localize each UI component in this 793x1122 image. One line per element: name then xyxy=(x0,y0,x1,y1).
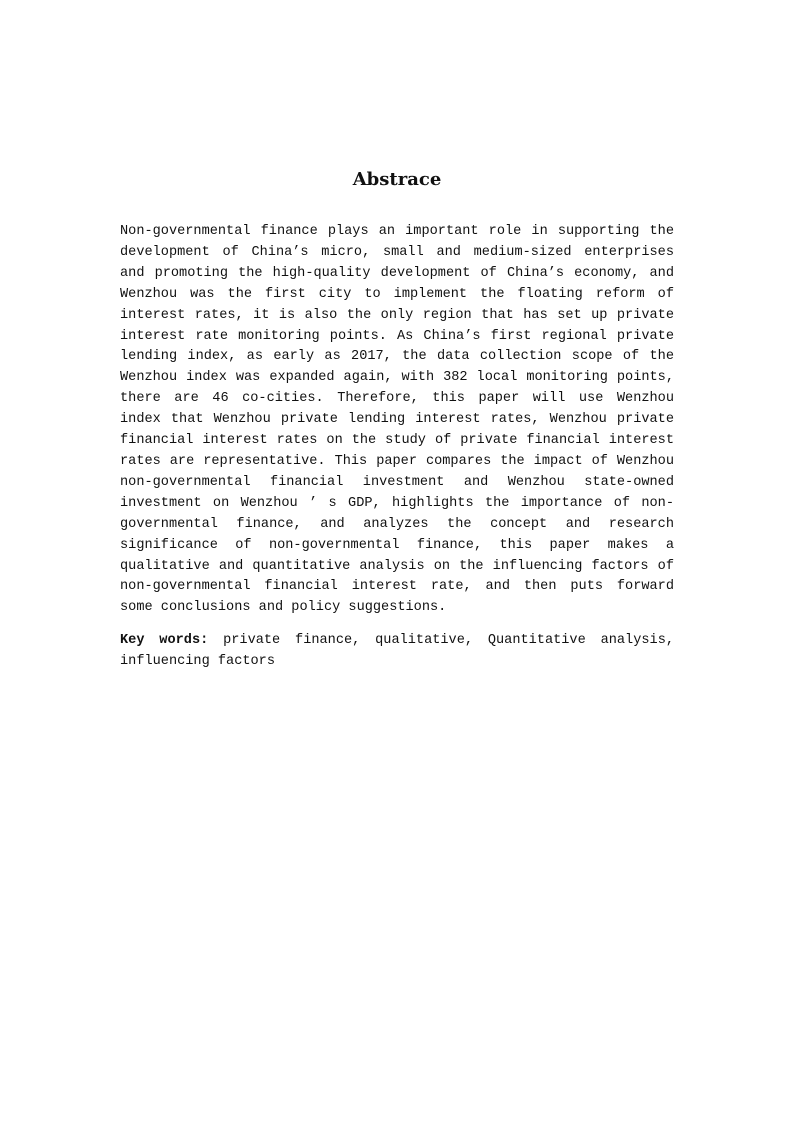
page-title: Abstrace xyxy=(352,169,442,190)
keywords-label: Key words: xyxy=(120,633,209,649)
keywords-text: private finance, qualitative, Quantitative analysis, influencing factors xyxy=(120,633,675,670)
abstract-page xyxy=(120,160,674,673)
abstract-paragraph: Non-governmental finance plays an important role in supporting the development of China’s micro, small and medium-sized enterprises and promoting the high-quality development of China’s economy, and Wenzhou was the first city to implement the floating reform of interest rates, it is also the only region that has set up private interest rate monitoring points. As China’s first regional private lending index, as early as 2017, the data collection scope of the Wenzhou index was expanded again, with 382 local monitoring points, there are 46 co-cities. Therefore, this paper will use Wenzhou index that Wenzhou private lending interest rates, Wenzhou private financial interest rates on the study of private financial interest rates are representative. This paper compares the impact of Wenzhou non-governmental financial investment and Wenzhou state-owned investment on Wenzhou ’ s GDP, highlights the importance of non-governmental finance, and analyzes the concept and research significance of non-governmental finance, this paper makes a qualitative and quantitative analysis on the influencing factors of non-governmental financial interest rate, and then puts forward some conclusions and policy suggestions. xyxy=(120,224,674,616)
keywords-line xyxy=(120,631,674,673)
